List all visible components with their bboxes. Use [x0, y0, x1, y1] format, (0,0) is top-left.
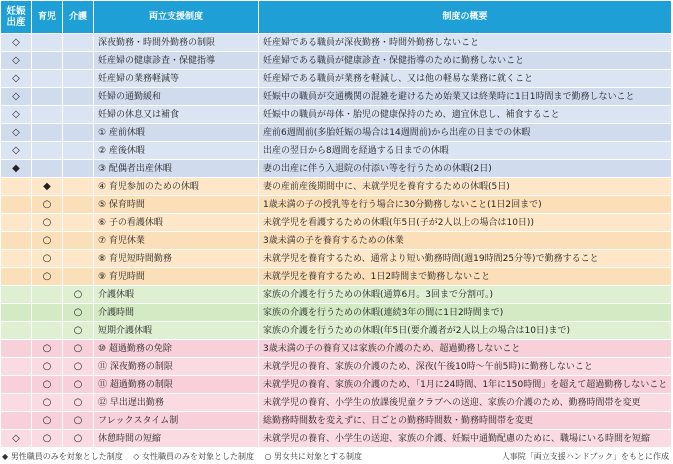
mark-nursing-care	[63, 52, 94, 70]
mark-childcare	[32, 124, 63, 142]
mark-childcare: ○	[32, 196, 63, 214]
mark-nursing-care	[63, 34, 94, 52]
table-row	[1, 376, 672, 394]
mark-childcare	[32, 70, 63, 88]
system-summary: 妊娠中の職員が母体・胎児の健康保持のため、適宜休息し、補食すること	[259, 106, 672, 124]
table-row	[1, 142, 672, 160]
table-row	[1, 412, 672, 430]
table-row	[1, 430, 672, 448]
mark-pregnant-birth: ◇	[1, 106, 32, 124]
system-summary: 妊娠中の職員が交通機関の混雑を避けるため始業又は終業時に1日1時間まで勤務しないこと	[259, 88, 672, 106]
mark-pregnant-birth: ◇	[1, 52, 32, 70]
system-name: ④ 育児参加のための休暇	[94, 178, 259, 196]
table-row	[1, 124, 672, 142]
mark-childcare: ○	[32, 232, 63, 250]
mark-nursing-care: ○	[63, 304, 94, 322]
system-summary: 3歳未満の子の養育又は家族の介護のため、超過勤務しないこと	[259, 340, 672, 358]
mark-nursing-care	[63, 160, 94, 178]
system-summary: 出産の翌日から8週間を経過する日までの休暇	[259, 142, 672, 160]
system-name: 休憩時間の短縮	[94, 430, 259, 448]
system-summary: 3歳未満の子を養育するための休業	[259, 232, 672, 250]
table-row	[1, 340, 672, 358]
mark-childcare	[32, 52, 63, 70]
mark-pregnant-birth	[1, 358, 32, 376]
mark-nursing-care	[63, 232, 94, 250]
mark-pregnant-birth	[1, 304, 32, 322]
header-nursing-care: 介護	[63, 1, 94, 34]
mark-childcare: ○	[32, 412, 63, 430]
mark-pregnant-birth: ◇	[1, 124, 32, 142]
table-row	[1, 160, 672, 178]
mark-childcare	[32, 142, 63, 160]
mark-childcare: ◆	[32, 178, 63, 196]
mark-nursing-care: ○	[63, 286, 94, 304]
system-name: 妊産婦の業務軽減等	[94, 70, 259, 88]
mark-childcare	[32, 304, 63, 322]
mark-pregnant-birth	[1, 214, 32, 232]
mark-pregnant-birth	[1, 232, 32, 250]
system-summary: 家族の介護を行うための休暇(連続3年の間に1日2時間まで)	[259, 304, 672, 322]
table-row	[1, 268, 672, 286]
system-name: 短期介護休暇	[94, 322, 259, 340]
table-row	[1, 106, 672, 124]
legend	[2, 451, 370, 462]
mark-childcare	[32, 34, 63, 52]
system-summary: 総勤務時間数を変えずに、日ごとの勤務時間数・勤務時間帯を変更	[259, 412, 672, 430]
mark-nursing-care	[63, 196, 94, 214]
system-summary: 妊産婦である職員が深夜勤務・時間外勤務しないこと	[259, 34, 672, 52]
mark-nursing-care: ○	[63, 322, 94, 340]
mark-pregnant-birth: ◇	[1, 88, 32, 106]
system-summary: 未就学児の養育、小学生の送迎、家族の介護、妊娠中通勤配慮のために、職場にいる時間を短縮	[259, 430, 672, 448]
header-pregnant-birth: 妊娠 出産	[1, 1, 32, 34]
mark-nursing-care: ○	[63, 430, 94, 448]
table-row	[1, 70, 672, 88]
system-summary: 1歳未満の子の授乳等を行う場合に30分勤務しないこと(1日2回まで)	[259, 196, 672, 214]
system-summary: 妊産婦である職員が業務を軽減し、又は他の軽易な業務に就くこと	[259, 70, 672, 88]
mark-pregnant-birth	[1, 412, 32, 430]
system-name: ① 産前休暇	[94, 124, 259, 142]
mark-nursing-care: ○	[63, 340, 94, 358]
system-summary: 家族の介護を行うための休暇(通算6月。3回まで分割可。)	[259, 286, 672, 304]
system-name: ⑪ 超過勤務の制限	[94, 376, 259, 394]
system-name: ⑤ 保育時間	[94, 196, 259, 214]
system-name: ⑪ 深夜勤務の制限	[94, 358, 259, 376]
table-row	[1, 322, 672, 340]
mark-nursing-care: ○	[63, 412, 94, 430]
mark-childcare	[32, 160, 63, 178]
mark-pregnant-birth: ◇	[1, 34, 32, 52]
mark-childcare: ○	[32, 250, 63, 268]
table-row	[1, 196, 672, 214]
mark-childcare: ○	[32, 430, 63, 448]
mark-nursing-care	[63, 268, 94, 286]
mark-nursing-care	[63, 88, 94, 106]
system-summary: 産前6週間前(多胎妊娠の場合は14週間前)から出産の日までの休暇	[259, 124, 672, 142]
header-childcare: 育児	[32, 1, 63, 34]
header-system-summary: 制度の概要	[259, 1, 672, 34]
table-row	[1, 52, 672, 70]
system-name: ⑦ 育児休業	[94, 232, 259, 250]
mark-nursing-care	[63, 214, 94, 232]
table-row	[1, 34, 672, 52]
mark-pregnant-birth	[1, 268, 32, 286]
source-note: 人事院「両立支援ハンドブック」をもとに作成	[501, 452, 669, 461]
table-body	[1, 34, 672, 448]
system-name: 深夜勤務・時間外勤務の制限	[94, 34, 259, 52]
system-name: フレックスタイム制	[94, 412, 259, 430]
table-row	[1, 394, 672, 412]
system-summary: 未就学児の養育、小学生の放課後児童クラブへの送迎、家族の介護のため、勤務時間帯を変更	[259, 394, 672, 412]
system-summary: 未就学児を看護するための休暇(年5日(子が2人以上の場合は10日))	[259, 214, 672, 232]
mark-pregnant-birth: ◇	[1, 70, 32, 88]
mark-pregnant-birth: ◆	[1, 160, 32, 178]
mark-childcare	[32, 106, 63, 124]
mark-childcare: ○	[32, 214, 63, 232]
mark-nursing-care	[63, 70, 94, 88]
legend-female-only: ◇ 女性職員のみを対象とした制度	[133, 452, 254, 461]
system-summary: 妻の出産に伴う入退院の付添い等を行うための休暇(2日)	[259, 160, 672, 178]
system-summary: 未就学児の養育、家族の介護のため、「1月に24時間、1年に150時間」を超えて超過勤務しないこと	[259, 376, 672, 394]
legend-male-only: ◆ 男性職員のみを対象とした制度	[2, 452, 123, 461]
system-name: 妊婦の通勤緩和	[94, 88, 259, 106]
system-name: ③ 配偶者出産休暇	[94, 160, 259, 178]
system-summary: 妊産婦である職員が健康診査・保健指導のために勤務しないこと	[259, 52, 672, 70]
system-summary: 未就学児の養育、家族の介護のため、深夜(午後10時〜午前5時)に勤務しないこと	[259, 358, 672, 376]
mark-childcare: ○	[32, 376, 63, 394]
table-row	[1, 286, 672, 304]
mark-pregnant-birth	[1, 286, 32, 304]
mark-pregnant-birth	[1, 322, 32, 340]
table-row	[1, 304, 672, 322]
table-header-row	[1, 1, 672, 34]
system-name: ⑨ 育児時間	[94, 268, 259, 286]
mark-childcare: ○	[32, 394, 63, 412]
table-row	[1, 232, 672, 250]
system-summary: 家族の介護を行うための休暇(年5日(要介護者が2人以上の場合は10日)まで)	[259, 322, 672, 340]
mark-nursing-care	[63, 142, 94, 160]
system-name: ⑫ 早出遅出勤務	[94, 394, 259, 412]
mark-nursing-care	[63, 178, 94, 196]
system-name: 介護休暇	[94, 286, 259, 304]
mark-pregnant-birth	[1, 340, 32, 358]
mark-pregnant-birth: ◇	[1, 430, 32, 448]
table-row	[1, 358, 672, 376]
mark-pregnant-birth	[1, 250, 32, 268]
mark-pregnant-birth	[1, 376, 32, 394]
system-name: 妊産婦の健康診査・保健指導	[94, 52, 259, 70]
mark-nursing-care	[63, 106, 94, 124]
system-name: ⑩ 超過勤務の免除	[94, 340, 259, 358]
header-support-system: 両立支援制度	[94, 1, 259, 34]
table-row	[1, 88, 672, 106]
system-name: 介護時間	[94, 304, 259, 322]
table-row	[1, 250, 672, 268]
system-name: ⑥ 子の看護休暇	[94, 214, 259, 232]
mark-childcare: ○	[32, 358, 63, 376]
mark-nursing-care: ○	[63, 394, 94, 412]
mark-childcare	[32, 286, 63, 304]
system-summary: 未就学児を養育するため、通常より短い勤務時間(週19時間25分等)で勤務すること	[259, 250, 672, 268]
mark-nursing-care	[63, 250, 94, 268]
mark-childcare	[32, 88, 63, 106]
mark-nursing-care	[63, 124, 94, 142]
mark-pregnant-birth	[1, 178, 32, 196]
table-row	[1, 178, 672, 196]
legend-both: ○ 男女共に対象とする制度	[264, 452, 363, 461]
system-summary: 未就学児を養育するため、1日2時間まで勤務しないこと	[259, 268, 672, 286]
system-name: 妊婦の休息又は補食	[94, 106, 259, 124]
mark-childcare	[32, 322, 63, 340]
mark-childcare: ○	[32, 340, 63, 358]
system-name: ⑧ 育児短時間勤務	[94, 250, 259, 268]
system-name: ② 産後休暇	[94, 142, 259, 160]
mark-nursing-care: ○	[63, 358, 94, 376]
mark-pregnant-birth: ◇	[1, 142, 32, 160]
mark-childcare: ○	[32, 268, 63, 286]
mark-pregnant-birth	[1, 394, 32, 412]
footer	[0, 448, 673, 464]
system-summary: 妻の産前産後期間中に、未就学児を養育するための休暇(5日)	[259, 178, 672, 196]
table-row	[1, 214, 672, 232]
mark-nursing-care: ○	[63, 376, 94, 394]
mark-pregnant-birth	[1, 196, 32, 214]
